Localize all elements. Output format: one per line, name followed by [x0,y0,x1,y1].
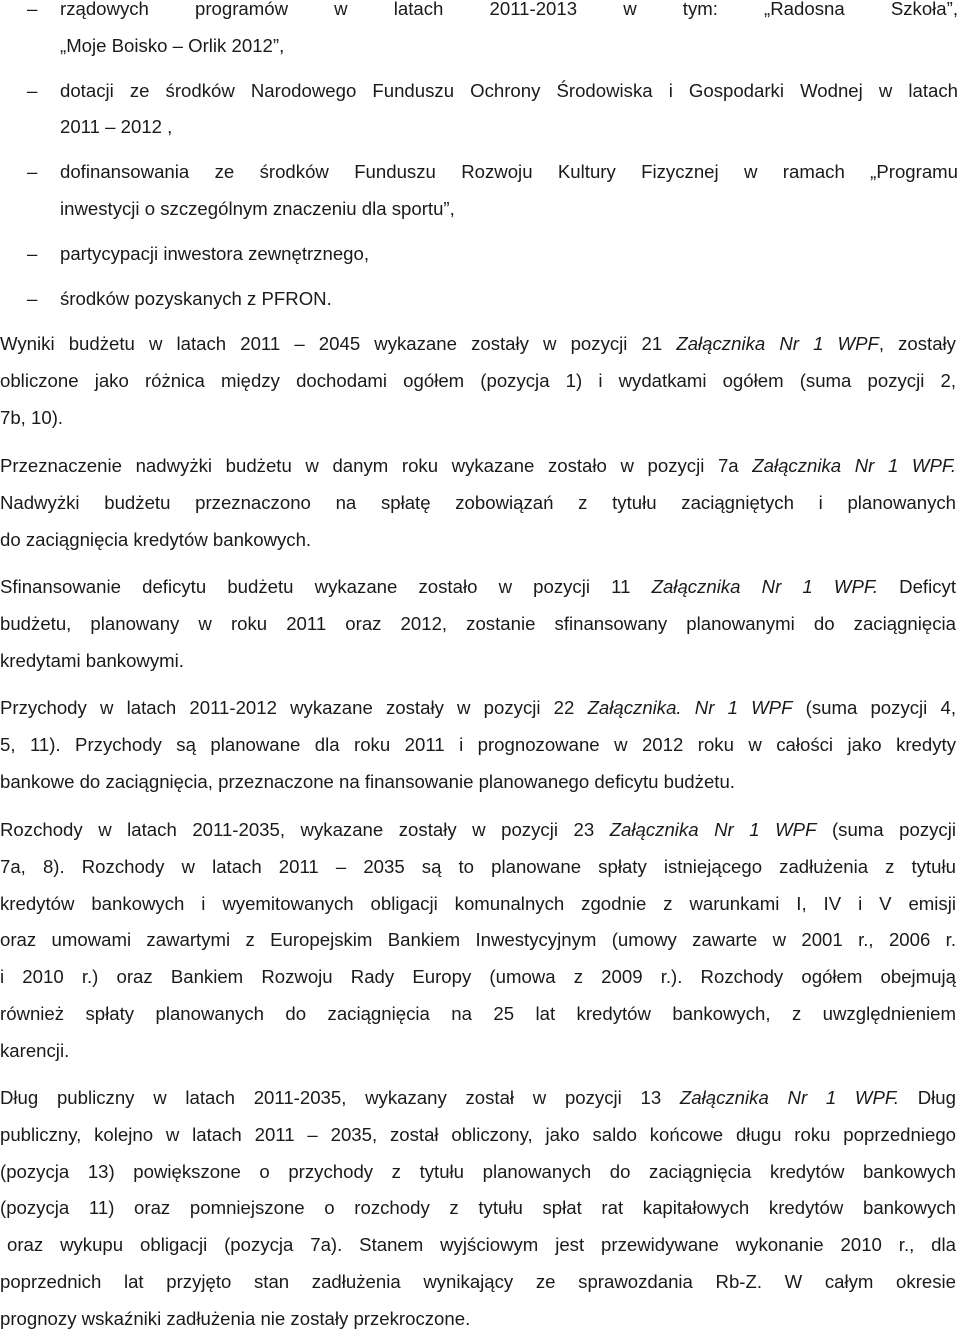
paragraph-surplus [0,448,956,558]
list-item-line: dofinansowania ze środków Funduszu Rozwoju Kultury Fizycznej w ramach „Programu [60,161,958,182]
paragraph-line: oraz umowami zawartymi z Europejskim Bankiem Inwestycyjnym (umowy zawarte w 2001 r., 2006 r. [0,929,956,951]
paragraph-line: Przychody w latach 2011-2012 wykazane zostały w pozycji 22 Załącznika. Nr 1 WPF (suma pozycji 4, [0,697,956,718]
paragraph-line: Rozchody w latach 2011-2035, wykazane zostały w pozycji 23 Załącznika Nr 1 WPF (suma pozycji [0,819,956,840]
dash-bullet: – [27,0,38,19]
dash-bullet: – [27,287,38,309]
paragraph-line: Sfinansowanie deficytu budżetu wykazane zostało w pozycji 11 Załącznika Nr 1 WPF. Deficyt [0,576,956,597]
attachment-reference: Załącznika Nr 1 WPF. [679,1087,900,1108]
list-item-line: „Moje Boisko – Orlik 2012”, [60,34,285,56]
paragraph-revenue [0,690,956,800]
paragraph-line: prognozy wskaźniki zadłużenia nie zostały przekroczone. [0,1307,471,1329]
attachment-reference: Załącznika Nr 1 WPF [609,819,817,840]
paragraph-line: 7a, 8). Rozchody w latach 2011 – 2035 są to planowane spłaty istniejącego zadłużenia z tytułu [0,855,956,877]
list-item [0,154,958,227]
dash-bullet: – [27,161,38,182]
dash-bullet: – [27,79,38,101]
paragraph-line: Dług publiczny w latach 2011-2035, wykazany został w pozycji 13 Załącznika Nr 1 WPF. Dług [0,1087,956,1108]
paragraph-line: kredytów bankowych i wyemitowanych obligacji komunalnych zgodnie z warunkami I, IV i V emisji [0,892,956,914]
paragraph-line: Nadwyżki budżetu przeznaczono na spłatę zobowiązań z tytułu zaciągniętych i planowanych [0,491,956,513]
paragraph-line: poprzednich lat przyjęto stan zadłużenia wynikający ze sprawozdania Rb-Z. W całym okresie [0,1270,956,1292]
attachment-reference: Załącznika. Nr 1 WPF [587,697,793,718]
paragraph-line: 5, 11). Przychody są planowane dla roku 2011 i prognozowane w 2012 roku w całości jako kredyty [0,733,956,755]
list-item-line: partycypacji inwestora zewnętrznego, [60,242,370,264]
list-item [0,281,958,318]
list-item [0,73,958,146]
paragraph-line: 7b, 10). [0,406,64,428]
paragraph-line: Wyniki budżetu w latach 2011 – 2045 wykazane zostały w pozycji 21 Załącznika Nr 1 WPF, zostały [0,333,956,354]
paragraph-line: bankowe do zaciągnięcia, przeznaczone na finansowanie planowanego deficytu budżetu. [0,770,735,792]
attachment-reference: Załącznika Nr 1 WPF. [752,455,956,476]
paragraph-expenditures [0,812,956,1070]
paragraph-line: (pozycja 11) oraz pomniejszone o rozchody z tytułu spłat rat kapitałowych kredytów bankowych [0,1197,956,1219]
list-item [0,0,958,64]
list-item [0,236,958,273]
attachment-reference: Załącznika Nr 1 WPF [676,333,879,354]
paragraph-line: publiczny, kolejno w latach 2011 – 2035, został obliczony, jako saldo końcowe długu roku poprzedniego [0,1123,956,1145]
dash-bullet: – [27,242,38,264]
list-item-line: inwestycji o szczególnym znaczeniu dla sportu”, [60,197,455,219]
bullet-list [0,0,958,326]
list-item-line: dotacji ze środków Narodowego Funduszu Ochrony Środowiska i Gospodarki Wodnej w latach [60,79,958,101]
paragraph-line: Przeznaczenie nadwyżki budżetu w danym roku wykazane zostało w pozycji 7a Załącznika Nr 1 WPF. [0,455,956,476]
paragraph-line: do zaciągnięcia kredytów bankowych. [0,528,312,550]
attachment-reference: Załącznika Nr 1 WPF. [651,576,878,597]
paragraph-line: karencji. [0,1039,70,1061]
list-item-line: środków pozyskanych z PFRON. [60,287,332,309]
paragraph-deficit [0,569,956,679]
paragraph-line: oraz wykupu obligacji (pozycja 7a). Stanem wyjściowym jest przewidywane wykonanie 2010 r., dla [7,1234,956,1256]
paragraph-line: (pozycja 13) powiększone o przychody z tytułu planowanych do zaciągnięcia kredytów bankowych [0,1160,956,1182]
paragraph-line: i 2010 r.) oraz Bankiem Rozwoju Rady Europy (umowa z 2009 r.). Rozchody ogółem obejmują [0,966,956,988]
paragraph-line: kredytami bankowymi. [0,649,184,671]
list-item-line: 2011 – 2012 , [60,116,173,137]
paragraph-line: również spłaty planowanych do zaciągnięcia na 25 lat kredytów bankowych, z uwzględnieniem [0,1002,956,1024]
paragraph-budget-results [0,326,956,436]
paragraph-line: obliczone jako różnica między dochodami ogółem (pozycja 1) i wydatkami ogółem (suma pozycji 2, [0,369,956,391]
paragraph-public-debt [0,1080,956,1338]
paragraph-line: budżetu, planowany w roku 2011 oraz 2012, zostanie sfinansowany planowanymi do zaciągnięcia [0,612,956,634]
list-item-line: rządowych programów w latach 2011-2013 w tym: „Radosna Szkoła”, [60,0,958,19]
